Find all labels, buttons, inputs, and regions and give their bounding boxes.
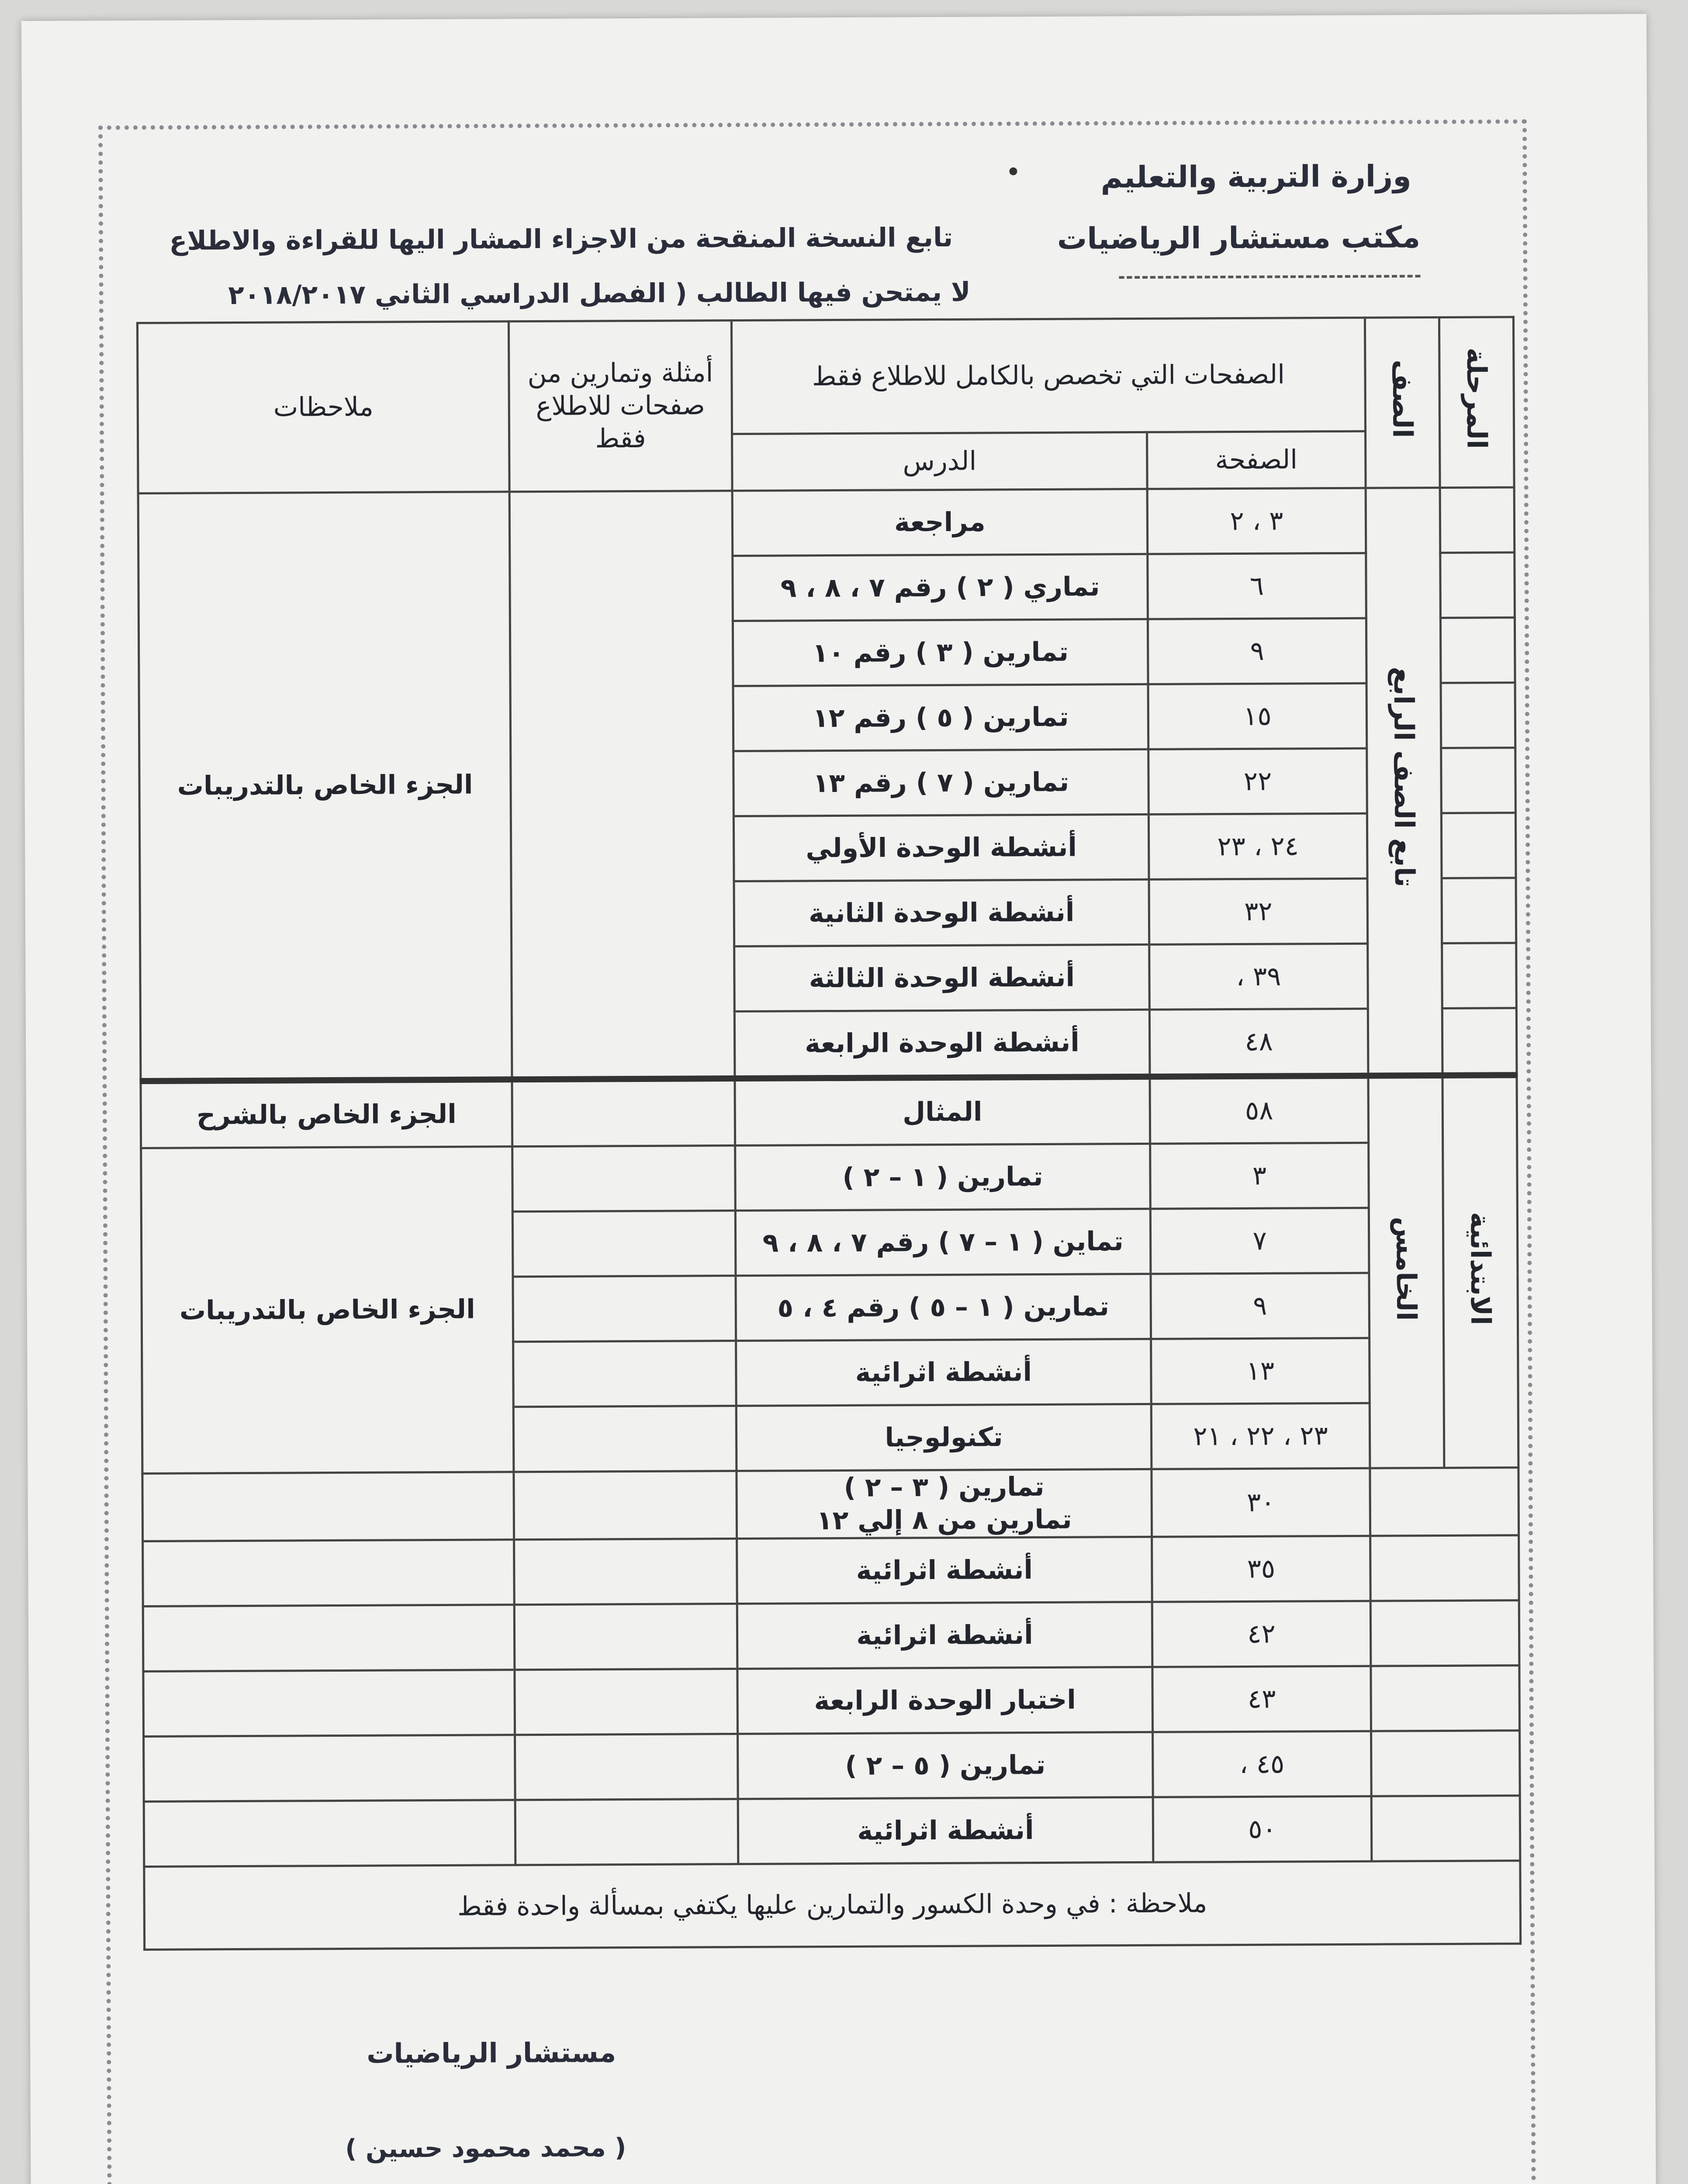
table-row xyxy=(143,1666,1520,1737)
page-cell: ٣٩ ، xyxy=(1149,943,1368,1009)
examples-cell xyxy=(509,491,735,1080)
table-row xyxy=(142,1468,1519,1541)
header-lesson: الدرس xyxy=(732,432,1148,491)
table-row xyxy=(143,1535,1519,1607)
empty-cell xyxy=(1371,1731,1520,1796)
page-cell: ٣ ، ٢ xyxy=(1147,488,1366,554)
stage-cell xyxy=(1440,553,1515,618)
stage-cell xyxy=(1441,813,1516,878)
page-cell: ٤٣ xyxy=(1152,1666,1371,1732)
footer-note-row xyxy=(144,1861,1521,1950)
table-row xyxy=(143,1600,1519,1672)
lesson-cell: تماري ( ٢ ) رقم ٧ ، ٨ ، ٩ xyxy=(733,554,1148,621)
table-row xyxy=(144,1731,1520,1802)
examples-cell xyxy=(515,1669,738,1735)
header-notes: ملاحظات xyxy=(137,321,509,494)
lesson-cell: المثال xyxy=(735,1077,1150,1146)
lesson-cell: تماين ( ١ – ٧ ) رقم ٧ ، ٨ ، ٩ xyxy=(735,1209,1151,1275)
stage-cell xyxy=(1440,618,1515,683)
header-pages-group: الصفحات التي تخصص بالكامل للاطلاع فقط xyxy=(731,318,1365,434)
stage-cell xyxy=(1441,748,1516,813)
page-cell: ٥٠ xyxy=(1153,1796,1372,1862)
notes-cell: الجزء الخاص بالتدريبات xyxy=(138,492,512,1081)
page-cell: ٩ xyxy=(1148,618,1366,684)
document-subtitle: لا يمتحن فيها الطالب ( الفصل الدراسي الثاني ٢٠١٨/٢٠١٧ xyxy=(228,276,971,311)
signer-name: ( محمد محمود حسين ) xyxy=(345,2132,626,2163)
page-cell: ٣٢ xyxy=(1149,878,1368,944)
page-cell: ٤٨ xyxy=(1149,1009,1368,1077)
examples-cell xyxy=(515,1734,738,1800)
examples-cell xyxy=(513,1341,737,1407)
table-row xyxy=(144,1796,1520,1867)
lesson-cell: تمارين ( ٥ ) رقم ١٢ xyxy=(733,684,1148,751)
stage-cell xyxy=(1442,943,1517,1009)
header-grade: الصف xyxy=(1365,317,1440,488)
page-cell: ٤٢ xyxy=(1152,1601,1371,1667)
page-cell: ١٥ xyxy=(1148,683,1367,749)
page-cell: ٢٤ ، ٢٣ xyxy=(1148,813,1367,879)
lesson-cell: تمارين ( ٥ – ٢ ) xyxy=(738,1732,1153,1799)
lesson-cell: أنشطة الوحدة الأولي xyxy=(733,814,1149,881)
examples-cell xyxy=(514,1471,737,1540)
examples-cell xyxy=(513,1406,737,1472)
notes-cell: الجزء الخاص بالتدريبات xyxy=(141,1147,514,1474)
table-row xyxy=(138,487,1515,559)
empty-cell xyxy=(1371,1796,1520,1861)
table-row xyxy=(141,1142,1518,1213)
notes-cell xyxy=(143,1540,515,1607)
footer-note: ملاحظة : في وحدة الكسور والتمارين عليها يكتفي بمسألة واحدة فقط xyxy=(144,1861,1521,1950)
grade-cell: الخامس xyxy=(1368,1075,1444,1468)
lesson-cell: تمارين ( ٣ ) رقم ١٠ xyxy=(733,619,1148,686)
page-cell: ١٣ xyxy=(1151,1338,1370,1404)
stage-cell xyxy=(1442,1008,1517,1075)
paper-sheet xyxy=(21,14,1656,2184)
lesson-line-1: تمارين ( ٣ – ٢ ) xyxy=(844,1471,1045,1503)
stage-cell xyxy=(1442,878,1516,943)
notes-cell xyxy=(144,1735,515,1802)
lesson-cell: أنشطة الوحدة الثالثة xyxy=(734,944,1150,1011)
examples-cell xyxy=(512,1211,736,1277)
document-title: تابع النسخة المنقحة من الاجزاء المشار اليها للقراءة والاطلاع xyxy=(169,222,953,256)
page-cell: ٢٣ ، ٢٢ ، ٢١ xyxy=(1151,1403,1370,1469)
lesson-cell: أنشطة اثرائية xyxy=(737,1602,1152,1669)
lesson-cell: تمارين ( ٧ ) رقم ١٣ xyxy=(733,749,1149,816)
office-name: مكتب مستشار الرياضيات xyxy=(1057,220,1421,256)
notes-cell xyxy=(142,1472,514,1541)
notes-cell xyxy=(144,1800,515,1867)
lesson-cell: أنشطة اثرائية xyxy=(736,1339,1152,1406)
examples-cell xyxy=(512,1078,735,1147)
examples-cell xyxy=(514,1604,737,1670)
empty-cell xyxy=(1370,1468,1519,1536)
lesson-cell: تكنولوجيا xyxy=(736,1404,1152,1471)
stage-cell: الابتدائية xyxy=(1442,1075,1519,1468)
ministry-name: وزارة التربية والتعليم xyxy=(1100,159,1411,195)
page-cell: ٤٥ ، xyxy=(1153,1731,1372,1797)
lesson-cell: أنشطة اثرائية xyxy=(738,1797,1153,1864)
empty-cell xyxy=(1370,1535,1519,1601)
notes-cell xyxy=(143,1605,515,1672)
examples-cell xyxy=(515,1799,738,1865)
lesson-cell: اختبار الوحدة الرابعة xyxy=(737,1667,1153,1734)
examples-cell xyxy=(514,1539,737,1605)
page-cell: ٣٠ xyxy=(1152,1468,1370,1537)
page-cell: ٢٢ xyxy=(1148,748,1367,814)
lesson-cell: أنشطة الوحدة الثانية xyxy=(734,879,1149,946)
header-examples: أمثلة وتمارين من صفحات للاطلاع فقط xyxy=(508,321,732,492)
grade-cell: تابع الصف الرابع xyxy=(1366,487,1442,1075)
lesson-line-2: تمارين من ٨ إلي ١٢ xyxy=(816,1504,1072,1536)
lesson-cell: تمارين ( ١ – ٥ ) رقم ٤ ، ٥ xyxy=(736,1274,1151,1341)
table-row xyxy=(141,1075,1517,1148)
header-stage: المرحلة xyxy=(1439,317,1514,488)
examples-cell xyxy=(512,1146,736,1212)
page-cell: ٦ xyxy=(1148,553,1366,619)
page-cell: ٩ xyxy=(1151,1273,1370,1339)
lesson-cell xyxy=(737,1469,1152,1538)
page-cell: ٣ xyxy=(1150,1143,1369,1209)
signer-title: مستشار الرياضيات xyxy=(367,2036,616,2070)
stage-cell xyxy=(1441,683,1515,748)
page-cell: ٣٥ xyxy=(1152,1536,1371,1602)
lesson-cell: تمارين ( ١ – ٢ ) xyxy=(735,1144,1151,1210)
empty-cell xyxy=(1370,1600,1519,1666)
header-page: الصفحة xyxy=(1147,431,1366,489)
stage-cell xyxy=(1440,487,1515,553)
ink-dot xyxy=(1009,167,1017,175)
notes-cell xyxy=(143,1670,515,1737)
curriculum-table xyxy=(136,316,1522,1951)
lesson-cell: مراجعة xyxy=(732,489,1148,556)
lesson-cell: أنشطة اثرائية xyxy=(737,1537,1152,1603)
empty-cell xyxy=(1371,1666,1520,1731)
examples-cell xyxy=(513,1276,736,1342)
lesson-cell: أنشطة الوحدة الرابعة xyxy=(734,1009,1150,1078)
notes-cell: الجزء الخاص بالشرح xyxy=(141,1079,512,1148)
page-cell: ٥٨ xyxy=(1150,1076,1369,1144)
page-cell: ٧ xyxy=(1150,1208,1369,1274)
